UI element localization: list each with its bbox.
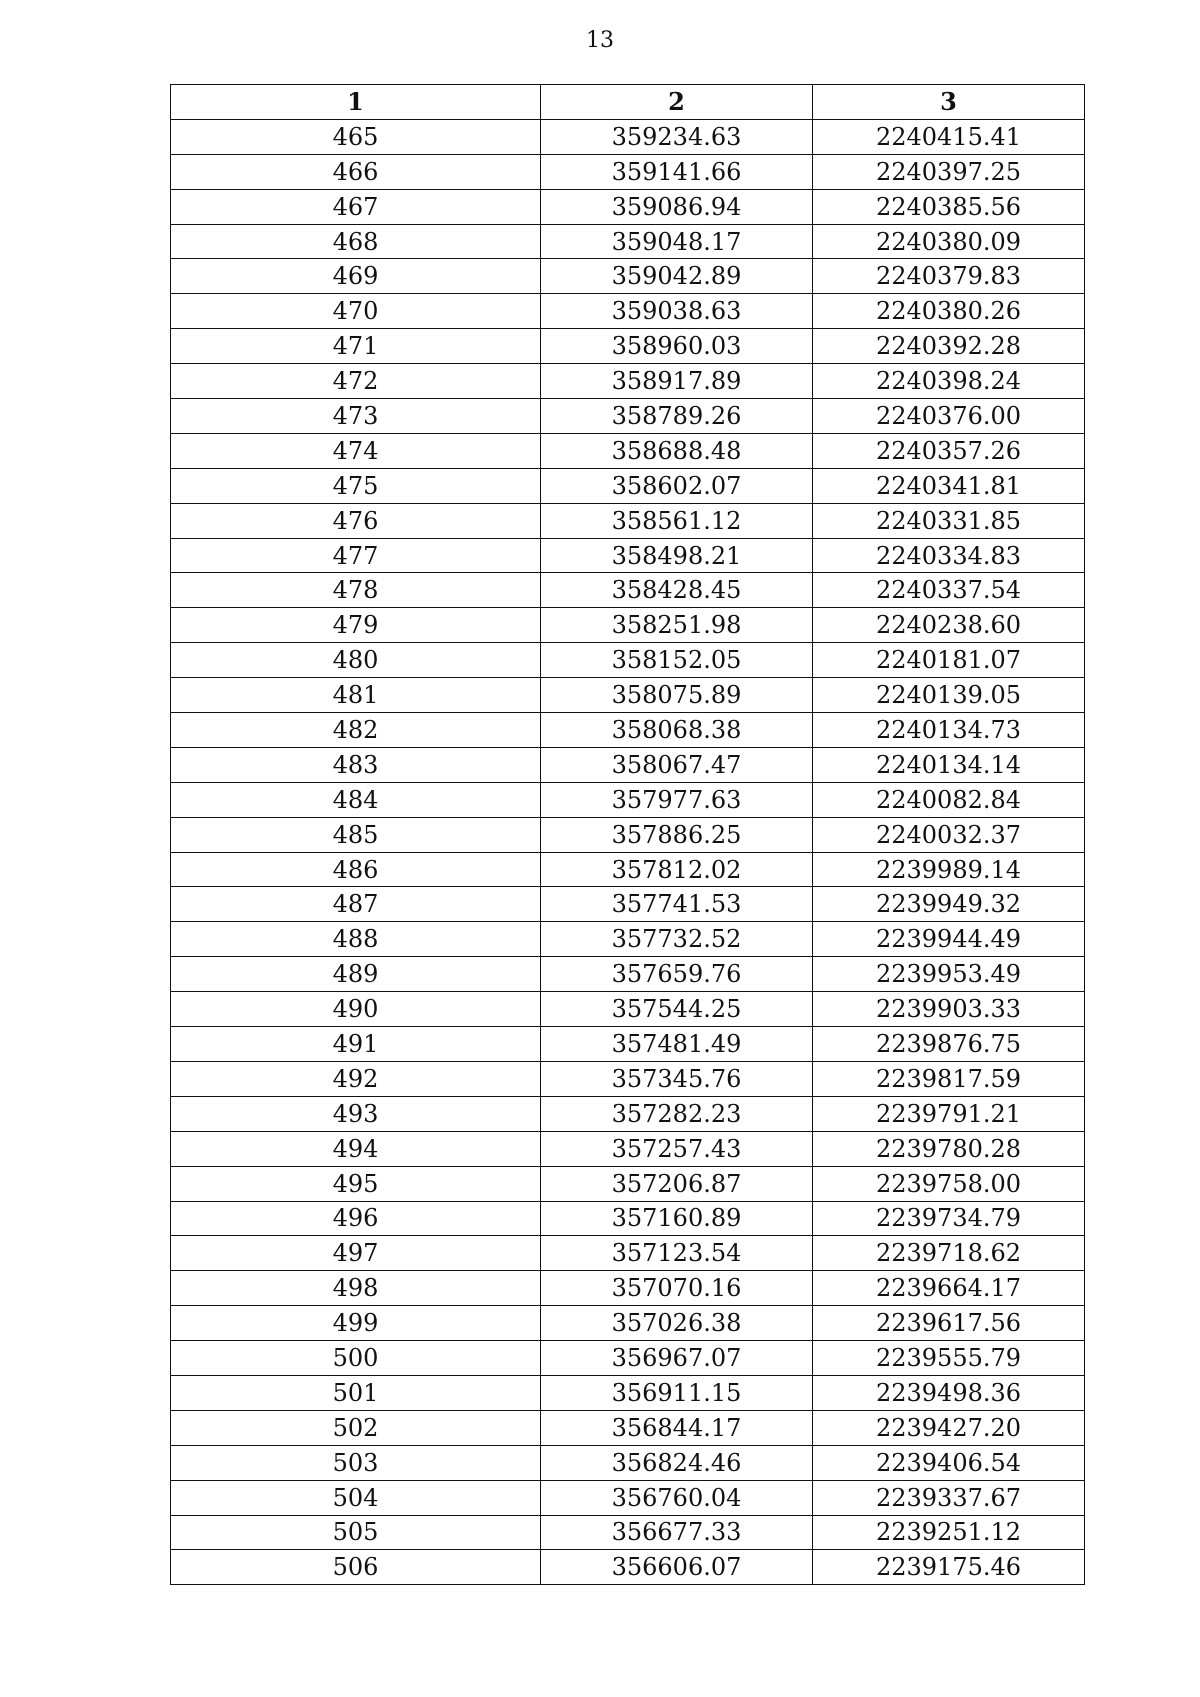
- y-coordinate-cell: 2239953.49: [813, 957, 1085, 992]
- point-number-cell: 473: [171, 399, 541, 434]
- point-number-cell: 485: [171, 817, 541, 852]
- y-coordinate-cell: 2240341.81: [813, 468, 1085, 503]
- x-coordinate-cell: 357026.38: [541, 1306, 813, 1341]
- x-coordinate-cell: 357544.25: [541, 992, 813, 1027]
- table-row: [171, 329, 1085, 364]
- point-number-cell: 496: [171, 1201, 541, 1236]
- point-number-cell: 465: [171, 119, 541, 154]
- x-coordinate-cell: 358960.03: [541, 329, 813, 364]
- y-coordinate-cell: 2239758.00: [813, 1166, 1085, 1201]
- point-number-cell: 470: [171, 294, 541, 329]
- x-coordinate-cell: 356911.15: [541, 1375, 813, 1410]
- point-number-cell: 468: [171, 224, 541, 259]
- point-number-cell: 489: [171, 957, 541, 992]
- y-coordinate-cell: 2240397.25: [813, 154, 1085, 189]
- point-number-cell: 472: [171, 364, 541, 399]
- y-coordinate-cell: 2239427.20: [813, 1410, 1085, 1445]
- y-coordinate-cell: 2240331.85: [813, 503, 1085, 538]
- table-row: [171, 713, 1085, 748]
- table-row: [171, 189, 1085, 224]
- point-number-cell: 497: [171, 1236, 541, 1271]
- table-row: [171, 1306, 1085, 1341]
- x-coordinate-cell: 357481.49: [541, 1027, 813, 1062]
- point-number-cell: 477: [171, 538, 541, 573]
- point-number-cell: 505: [171, 1515, 541, 1550]
- x-coordinate-cell: 358789.26: [541, 399, 813, 434]
- x-coordinate-cell: 359038.63: [541, 294, 813, 329]
- x-coordinate-cell: 359042.89: [541, 259, 813, 294]
- point-number-cell: 474: [171, 433, 541, 468]
- x-coordinate-cell: 357977.63: [541, 782, 813, 817]
- x-coordinate-cell: 357741.53: [541, 887, 813, 922]
- x-coordinate-cell: 358075.89: [541, 678, 813, 713]
- y-coordinate-cell: 2239780.28: [813, 1131, 1085, 1166]
- y-coordinate-cell: 2239251.12: [813, 1515, 1085, 1550]
- table-row: [171, 887, 1085, 922]
- y-coordinate-cell: 2240238.60: [813, 608, 1085, 643]
- table-row: [171, 1480, 1085, 1515]
- point-number-cell: 467: [171, 189, 541, 224]
- table-row: [171, 1271, 1085, 1306]
- point-number-cell: 482: [171, 713, 541, 748]
- table-row: [171, 538, 1085, 573]
- x-coordinate-cell: 357123.54: [541, 1236, 813, 1271]
- y-coordinate-cell: 2239903.33: [813, 992, 1085, 1027]
- x-coordinate-cell: 358152.05: [541, 643, 813, 678]
- table-row: [171, 468, 1085, 503]
- table-row: [171, 399, 1085, 434]
- x-coordinate-cell: 356677.33: [541, 1515, 813, 1550]
- x-coordinate-cell: 357206.87: [541, 1166, 813, 1201]
- table-row: [171, 364, 1085, 399]
- y-coordinate-cell: 2239664.17: [813, 1271, 1085, 1306]
- table-row: [171, 1201, 1085, 1236]
- x-coordinate-cell: 357160.89: [541, 1201, 813, 1236]
- y-coordinate-cell: 2239617.56: [813, 1306, 1085, 1341]
- point-number-cell: 504: [171, 1480, 541, 1515]
- table-row: [171, 433, 1085, 468]
- x-coordinate-cell: 358068.38: [541, 713, 813, 748]
- y-coordinate-cell: 2240385.56: [813, 189, 1085, 224]
- table-row: [171, 294, 1085, 329]
- table-row: [171, 1131, 1085, 1166]
- table-row: [171, 154, 1085, 189]
- y-coordinate-cell: 2239337.67: [813, 1480, 1085, 1515]
- point-number-cell: 479: [171, 608, 541, 643]
- point-number-cell: 475: [171, 468, 541, 503]
- point-number-cell: 466: [171, 154, 541, 189]
- x-coordinate-cell: 356824.46: [541, 1445, 813, 1480]
- table-row: [171, 922, 1085, 957]
- table-row: [171, 1375, 1085, 1410]
- point-number-cell: 469: [171, 259, 541, 294]
- x-coordinate-cell: 357070.16: [541, 1271, 813, 1306]
- y-coordinate-cell: 2240134.73: [813, 713, 1085, 748]
- x-coordinate-cell: 357886.25: [541, 817, 813, 852]
- x-coordinate-cell: 357732.52: [541, 922, 813, 957]
- y-coordinate-cell: 2239555.79: [813, 1341, 1085, 1376]
- y-coordinate-cell: 2240337.54: [813, 573, 1085, 608]
- y-coordinate-cell: 2240415.41: [813, 119, 1085, 154]
- y-coordinate-cell: 2239876.75: [813, 1027, 1085, 1062]
- y-coordinate-cell: 2240379.83: [813, 259, 1085, 294]
- table-row: [171, 1341, 1085, 1376]
- x-coordinate-cell: 359234.63: [541, 119, 813, 154]
- table-row: [171, 119, 1085, 154]
- column-header-3: 3: [813, 85, 1085, 120]
- point-number-cell: 492: [171, 1061, 541, 1096]
- y-coordinate-cell: 2240380.09: [813, 224, 1085, 259]
- point-number-cell: 494: [171, 1131, 541, 1166]
- table-row: [171, 1061, 1085, 1096]
- point-number-cell: 491: [171, 1027, 541, 1062]
- table-row: [171, 1550, 1085, 1585]
- x-coordinate-cell: 359141.66: [541, 154, 813, 189]
- x-coordinate-cell: 357257.43: [541, 1131, 813, 1166]
- y-coordinate-cell: 2240380.26: [813, 294, 1085, 329]
- column-header-1: 1: [171, 85, 541, 120]
- x-coordinate-cell: 359048.17: [541, 224, 813, 259]
- table-header-row: [171, 85, 1085, 120]
- x-coordinate-cell: 357659.76: [541, 957, 813, 992]
- x-coordinate-cell: 358688.48: [541, 433, 813, 468]
- table-row: [171, 608, 1085, 643]
- table-row: [171, 1410, 1085, 1445]
- x-coordinate-cell: 359086.94: [541, 189, 813, 224]
- point-number-cell: 480: [171, 643, 541, 678]
- x-coordinate-cell: 356760.04: [541, 1480, 813, 1515]
- y-coordinate-cell: 2239734.79: [813, 1201, 1085, 1236]
- x-coordinate-cell: 356967.07: [541, 1341, 813, 1376]
- y-coordinate-cell: 2239944.49: [813, 922, 1085, 957]
- table-row: [171, 259, 1085, 294]
- x-coordinate-cell: 358561.12: [541, 503, 813, 538]
- point-number-cell: 483: [171, 747, 541, 782]
- x-coordinate-cell: 358498.21: [541, 538, 813, 573]
- point-number-cell: 478: [171, 573, 541, 608]
- table-row: [171, 1096, 1085, 1131]
- table-row: [171, 992, 1085, 1027]
- table-row: [171, 957, 1085, 992]
- x-coordinate-cell: 358917.89: [541, 364, 813, 399]
- x-coordinate-cell: 357282.23: [541, 1096, 813, 1131]
- y-coordinate-cell: 2240134.14: [813, 747, 1085, 782]
- y-coordinate-cell: 2239498.36: [813, 1375, 1085, 1410]
- y-coordinate-cell: 2239406.54: [813, 1445, 1085, 1480]
- table-body: [171, 119, 1085, 1584]
- point-number-cell: 488: [171, 922, 541, 957]
- table-row: [171, 1515, 1085, 1550]
- point-number-cell: 495: [171, 1166, 541, 1201]
- column-header-2: 2: [541, 85, 813, 120]
- point-number-cell: 499: [171, 1306, 541, 1341]
- point-number-cell: 484: [171, 782, 541, 817]
- point-number-cell: 506: [171, 1550, 541, 1585]
- table-row: [171, 1445, 1085, 1480]
- y-coordinate-cell: 2240398.24: [813, 364, 1085, 399]
- y-coordinate-cell: 2240139.05: [813, 678, 1085, 713]
- table-row: [171, 224, 1085, 259]
- x-coordinate-cell: 358428.45: [541, 573, 813, 608]
- table-row: [171, 817, 1085, 852]
- y-coordinate-cell: 2239989.14: [813, 852, 1085, 887]
- point-number-cell: 487: [171, 887, 541, 922]
- y-coordinate-cell: 2239949.32: [813, 887, 1085, 922]
- point-number-cell: 486: [171, 852, 541, 887]
- y-coordinate-cell: 2240181.07: [813, 643, 1085, 678]
- point-number-cell: 498: [171, 1271, 541, 1306]
- page-number: 13: [586, 28, 614, 53]
- point-number-cell: 493: [171, 1096, 541, 1131]
- table-row: [171, 1166, 1085, 1201]
- point-number-cell: 476: [171, 503, 541, 538]
- x-coordinate-cell: 356606.07: [541, 1550, 813, 1585]
- table-row: [171, 1236, 1085, 1271]
- table-row: [171, 678, 1085, 713]
- coordinates-table: [170, 84, 1085, 1585]
- y-coordinate-cell: 2240392.28: [813, 329, 1085, 364]
- table-row: [171, 782, 1085, 817]
- y-coordinate-cell: 2240032.37: [813, 817, 1085, 852]
- y-coordinate-cell: 2239175.46: [813, 1550, 1085, 1585]
- x-coordinate-cell: 356844.17: [541, 1410, 813, 1445]
- y-coordinate-cell: 2239817.59: [813, 1061, 1085, 1096]
- table-header: [171, 85, 1085, 120]
- point-number-cell: 481: [171, 678, 541, 713]
- y-coordinate-cell: 2240357.26: [813, 433, 1085, 468]
- point-number-cell: 500: [171, 1341, 541, 1376]
- y-coordinate-cell: 2240082.84: [813, 782, 1085, 817]
- x-coordinate-cell: 357812.02: [541, 852, 813, 887]
- point-number-cell: 503: [171, 1445, 541, 1480]
- table-row: [171, 852, 1085, 887]
- x-coordinate-cell: 357345.76: [541, 1061, 813, 1096]
- table-row: [171, 503, 1085, 538]
- x-coordinate-cell: 358251.98: [541, 608, 813, 643]
- point-number-cell: 471: [171, 329, 541, 364]
- table-row: [171, 573, 1085, 608]
- y-coordinate-cell: 2239791.21: [813, 1096, 1085, 1131]
- table-row: [171, 1027, 1085, 1062]
- point-number-cell: 490: [171, 992, 541, 1027]
- table-row: [171, 747, 1085, 782]
- x-coordinate-cell: 358602.07: [541, 468, 813, 503]
- point-number-cell: 501: [171, 1375, 541, 1410]
- point-number-cell: 502: [171, 1410, 541, 1445]
- y-coordinate-cell: 2239718.62: [813, 1236, 1085, 1271]
- table-row: [171, 643, 1085, 678]
- x-coordinate-cell: 358067.47: [541, 747, 813, 782]
- y-coordinate-cell: 2240376.00: [813, 399, 1085, 434]
- y-coordinate-cell: 2240334.83: [813, 538, 1085, 573]
